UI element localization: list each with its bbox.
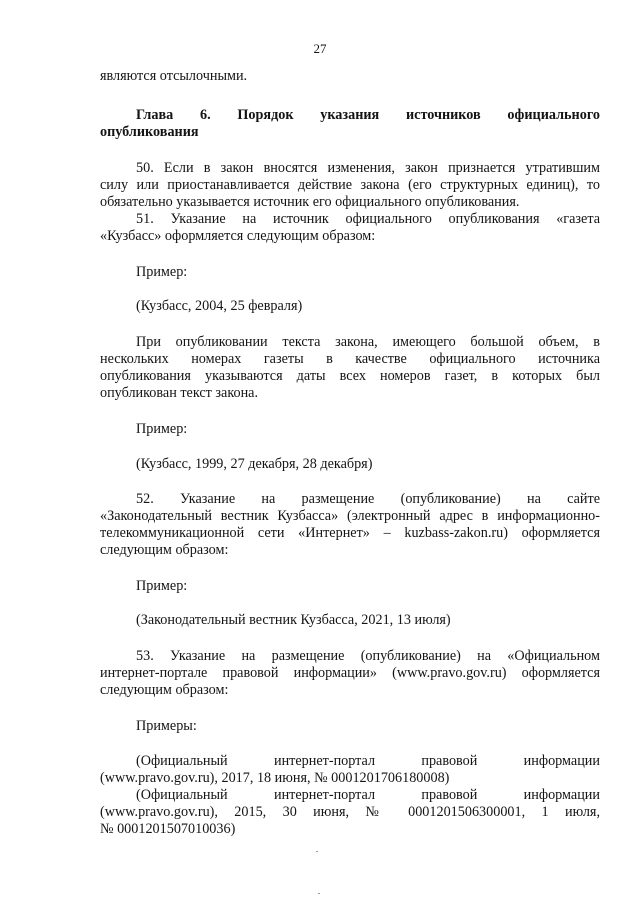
scan-speck <box>316 851 318 852</box>
paragraph-52-line: телекоммуникационной сети «Интернет» – kuzbass-zakon.ru) оформляется <box>100 525 600 541</box>
paragraph-line: При опубликовании текста закона, имеющего большой объем, в <box>136 334 600 350</box>
paragraph-53-line: 53. Указание на размещение (опубликование) на «Официальном <box>136 648 600 664</box>
chapter-heading-cont: опубликования <box>100 124 199 140</box>
paragraph-53-line: следующим образом: <box>100 682 229 698</box>
paragraph-50-line: силу или приостанавливается действие закона (его структурных единиц), то <box>100 177 600 193</box>
paragraph-52-line: следующим образом: <box>100 542 229 558</box>
page-number: 27 <box>313 41 327 56</box>
paragraph-line: нескольких номерах газеты в качестве официального источника <box>100 351 600 367</box>
example-text: (www.pravo.gov.ru), 2017, 18 июня, № 0001201706180008) <box>100 770 450 786</box>
example-text: (Официальный интернет-портал правовой информации <box>136 787 600 803</box>
paragraph-53-line: интернет-портале правовой информации» (www.pravo.gov.ru) оформляется <box>100 665 600 681</box>
example-label: Пример: <box>136 421 188 437</box>
example-text: (Кузбасс, 2004, 25 февраля) <box>136 298 303 314</box>
paragraph-line: опубликования указываются даты всех номеров газет, в которых был <box>100 368 600 384</box>
text-line: являются отсылочными. <box>100 68 248 84</box>
paragraph-52-line: 52. Указание на размещение (опубликование) на сайте <box>136 491 600 507</box>
example-text: (Официальный интернет-портал правовой информации <box>136 753 600 769</box>
example-text: (Законодательный вестник Кузбасса, 2021, 13 июля) <box>136 612 451 628</box>
paragraph-51-line: «Кузбасс» оформляется следующим образом: <box>100 228 376 244</box>
example-label: Пример: <box>136 264 188 280</box>
paragraph-50-line: 50. Если в закон вносятся изменения, закон признается утратившим <box>136 160 600 176</box>
paragraph-52-line: «Законодательный вестник Кузбасса» (электронный адрес в информационно- <box>100 508 600 524</box>
scan-speck <box>318 893 320 894</box>
chapter-heading: Глава 6. Порядок указания источников официального <box>136 107 600 123</box>
example-text: № 0001201507010036) <box>100 821 236 837</box>
example-text: (www.pravo.gov.ru), 2015, 30 июня, № 0001201506300001, 1 июля, <box>100 804 600 820</box>
paragraph-line: опубликован текст закона. <box>100 385 259 401</box>
example-text: (Кузбасс, 1999, 27 декабря, 28 декабря) <box>136 456 373 472</box>
example-label: Пример: <box>136 578 188 594</box>
paragraph-51-line: 51. Указание на источник официального опубликования «газета <box>136 211 600 227</box>
examples-label: Примеры: <box>136 718 197 734</box>
paragraph-50-line: обязательно указывается источник его официального опубликования. <box>100 194 520 210</box>
